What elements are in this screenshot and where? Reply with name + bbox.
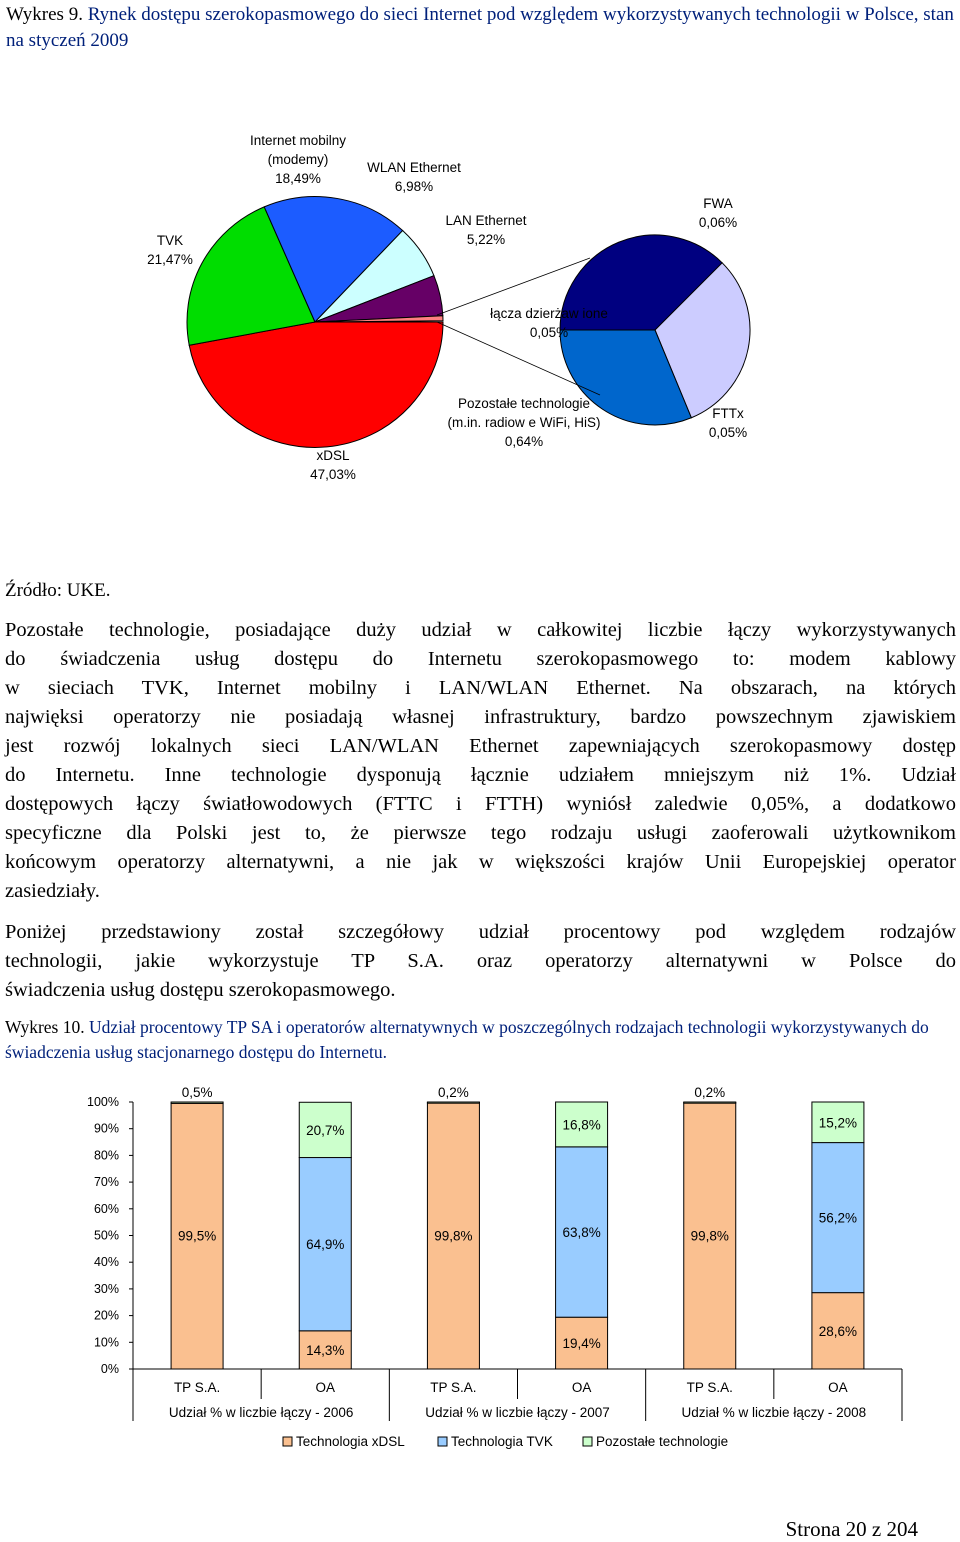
bar-segment bbox=[427, 1102, 479, 1103]
paragraph-line: Pozostałe technologie, posiadające duży udział w całkowitej liczbie łączy wykorzystywanych bbox=[5, 619, 956, 641]
figure2-number: Wykres 10. bbox=[5, 1017, 85, 1037]
bar-data-label: 0,2% bbox=[438, 1085, 469, 1100]
y-tick-label: 50% bbox=[93, 1228, 119, 1243]
pie-label-lan bbox=[445, 213, 526, 247]
pie-label-mobile bbox=[250, 133, 346, 186]
y-tick-label: 60% bbox=[93, 1201, 119, 1216]
bar-data-label: 56,2% bbox=[818, 1210, 858, 1226]
pie-label-line: 5,22% bbox=[466, 232, 506, 247]
x-tick-label: OA bbox=[828, 1380, 848, 1395]
paragraph-line: do Internetu. Inne technologie dysponują łącznie udziałem mniejszym niż 1%. Udział bbox=[5, 764, 956, 786]
bar-segment bbox=[684, 1102, 736, 1103]
pie-label-line: 6,98% bbox=[394, 179, 434, 194]
bar-data-label: 20,7% bbox=[306, 1122, 345, 1138]
pie-label-wlan bbox=[367, 160, 461, 194]
bar-chart bbox=[0, 1070, 960, 1470]
pie-label-line: 0,05% bbox=[529, 325, 569, 340]
pie-label-tvk bbox=[147, 233, 193, 267]
legend-swatch bbox=[283, 1437, 292, 1446]
figure1-number: Wykres 9. bbox=[6, 4, 83, 25]
y-tick-label: 100% bbox=[87, 1095, 119, 1109]
legend-label: Technologia TVK bbox=[451, 1434, 553, 1449]
pie-chart bbox=[0, 0, 960, 560]
pie-label-line: 0,06% bbox=[698, 215, 738, 230]
pie-label-line: 0,05% bbox=[708, 425, 748, 440]
paragraph-2 bbox=[5, 918, 956, 1005]
pie-label-line: FTTx bbox=[712, 406, 744, 421]
bar-data-label: 19,4% bbox=[562, 1336, 601, 1352]
paragraph-1 bbox=[5, 616, 956, 906]
bar-data-label: 0,5% bbox=[181, 1085, 213, 1100]
x-tick-label: TP S.A. bbox=[686, 1380, 733, 1395]
pie-label-line: FWA bbox=[703, 196, 733, 211]
pie-label-line: (m.in. radiow e WiFi, HiS) bbox=[447, 415, 601, 430]
pie-label-line: 47,03% bbox=[310, 467, 356, 482]
paragraph-line: technologii, jakie wykorzystuje TP S.A. oraz operatorzy alternatywni w Polsce do bbox=[5, 950, 956, 972]
page-number: Strona 20 z 204 bbox=[785, 1517, 918, 1541]
figure2-caption-text: Udział procentowy TP SA i operatorów alternatywnych w poszczególnych rodzajach technologii wykorzystywanych do świadczenia usług stacjonarnego dostępu do Internetu. bbox=[5, 1017, 929, 1062]
paragraph-line: jest rozwój lokalnych sieci LAN/WLAN Ethernet zapewniających szerokopasmowy dostęp bbox=[5, 735, 956, 757]
pie-label-line: WLAN Ethernet bbox=[367, 160, 461, 175]
bar-data-label: 99,8% bbox=[434, 1228, 473, 1244]
bar-data-label: 64,9% bbox=[306, 1237, 345, 1253]
pie-label-other bbox=[447, 396, 600, 449]
pie-slice-xdsl bbox=[189, 322, 443, 447]
pie-label-line: Pozostałe technologie bbox=[457, 396, 591, 411]
bar-legend bbox=[283, 1434, 728, 1449]
paragraph-line: zasiedziały. bbox=[5, 880, 100, 902]
source-note: Źródło: UKE. bbox=[5, 580, 111, 601]
bar-data-label: 99,5% bbox=[177, 1228, 217, 1244]
pie-label-line: xDSL bbox=[316, 448, 350, 463]
pie-label-line: LAN Ethernet bbox=[445, 213, 527, 228]
bar-data-label: 63,8% bbox=[562, 1225, 601, 1241]
pie-label-xdsl bbox=[310, 448, 356, 482]
y-tick-label: 70% bbox=[93, 1175, 119, 1190]
x-tick-label: TP S.A. bbox=[430, 1380, 477, 1395]
y-tick-label: 30% bbox=[93, 1281, 119, 1296]
group-label: Udział % w liczbie łączy - 2007 bbox=[425, 1405, 610, 1420]
pie-label-line: Internet mobilny bbox=[249, 133, 347, 148]
paragraph-line: świadczenia usług dostępu szerokopasmowego. bbox=[5, 979, 396, 1001]
pie-label-line: 21,47% bbox=[147, 252, 193, 267]
y-tick-label: 40% bbox=[93, 1255, 119, 1270]
pie-label-line: (modemy) bbox=[267, 152, 329, 167]
bar-labels bbox=[178, 1085, 857, 1358]
x-tick-label: TP S.A. bbox=[173, 1380, 221, 1395]
figure1-caption-text: Rynek dostępu szerokopasmowego do sieci Internet pod względem wykorzystywanych technologii w Polsce, stan na styczeń 2009 bbox=[6, 4, 954, 51]
y-tick-label: 90% bbox=[93, 1121, 119, 1136]
legend-swatch bbox=[438, 1437, 447, 1446]
pie-label-line: 18,49% bbox=[275, 171, 321, 186]
paragraph-line: końcowym operatorzy alternatywni, a nie jak w większości krajów Unii Europejskiej operator bbox=[5, 851, 956, 873]
y-tick-label: 0% bbox=[100, 1362, 119, 1376]
pie-label-fwa bbox=[699, 196, 737, 230]
paragraph-line: najwięksi operatorzy nie posiadają własnej infrastruktury, bardzo powszechnym zjawiskiem bbox=[5, 706, 956, 728]
bar-data-label: 16,8% bbox=[562, 1117, 601, 1133]
x-tick-label: OA bbox=[571, 1380, 592, 1395]
bar-data-label: 14,3% bbox=[306, 1342, 345, 1358]
paragraph-line: specyficzne dla Polski jest to, że pierwsze tego rodzaju usługi zaoferowali użytkownikom bbox=[5, 822, 956, 844]
bar-data-label: 28,6% bbox=[818, 1323, 858, 1339]
paragraph-line: dostępowych łączy światłowodowych (FTTC i FTTH) wyniósł zaledwie 0,05%, a dodatkowo bbox=[5, 793, 956, 815]
bar-data-label: 15,2% bbox=[818, 1115, 858, 1131]
bar-marks bbox=[171, 1102, 864, 1369]
bar-segment bbox=[171, 1102, 223, 1103]
paragraph-line: do świadczenia usług dostępu do Internetu szerokopasmowego to: modem kablowy bbox=[5, 648, 956, 670]
pie-label-line: łącza dzierżaw ione bbox=[490, 306, 608, 321]
y-tick-label: 10% bbox=[93, 1335, 119, 1350]
pie-label-line: 0,64% bbox=[504, 434, 544, 449]
figure2-caption bbox=[5, 1015, 956, 1065]
group-label: Udział % w liczbie łączy - 2006 bbox=[168, 1405, 354, 1420]
bar-data-label: 0,2% bbox=[694, 1085, 726, 1100]
legend-swatch bbox=[583, 1437, 592, 1446]
y-tick-label: 80% bbox=[93, 1148, 119, 1163]
legend-label: Pozostałe technologie bbox=[596, 1434, 729, 1449]
pie-label-line: TVK bbox=[156, 233, 184, 248]
paragraph-line: w sieciach TVK, Internet mobilny i LAN/WLAN Ethernet. Na obszarach, na których bbox=[5, 677, 956, 699]
group-label: Udział % w liczbie łączy - 2008 bbox=[681, 1405, 867, 1420]
y-tick-label: 20% bbox=[93, 1308, 119, 1323]
paragraph-line: Poniżej przedstawiony został szczegółowy udział procentowy pod względem rodzajów bbox=[5, 921, 956, 943]
legend-label: Technologia xDSL bbox=[296, 1434, 405, 1449]
x-tick-label: OA bbox=[315, 1380, 336, 1395]
pie-label-fttx bbox=[709, 406, 747, 440]
bar-data-label: 99,8% bbox=[690, 1228, 729, 1244]
